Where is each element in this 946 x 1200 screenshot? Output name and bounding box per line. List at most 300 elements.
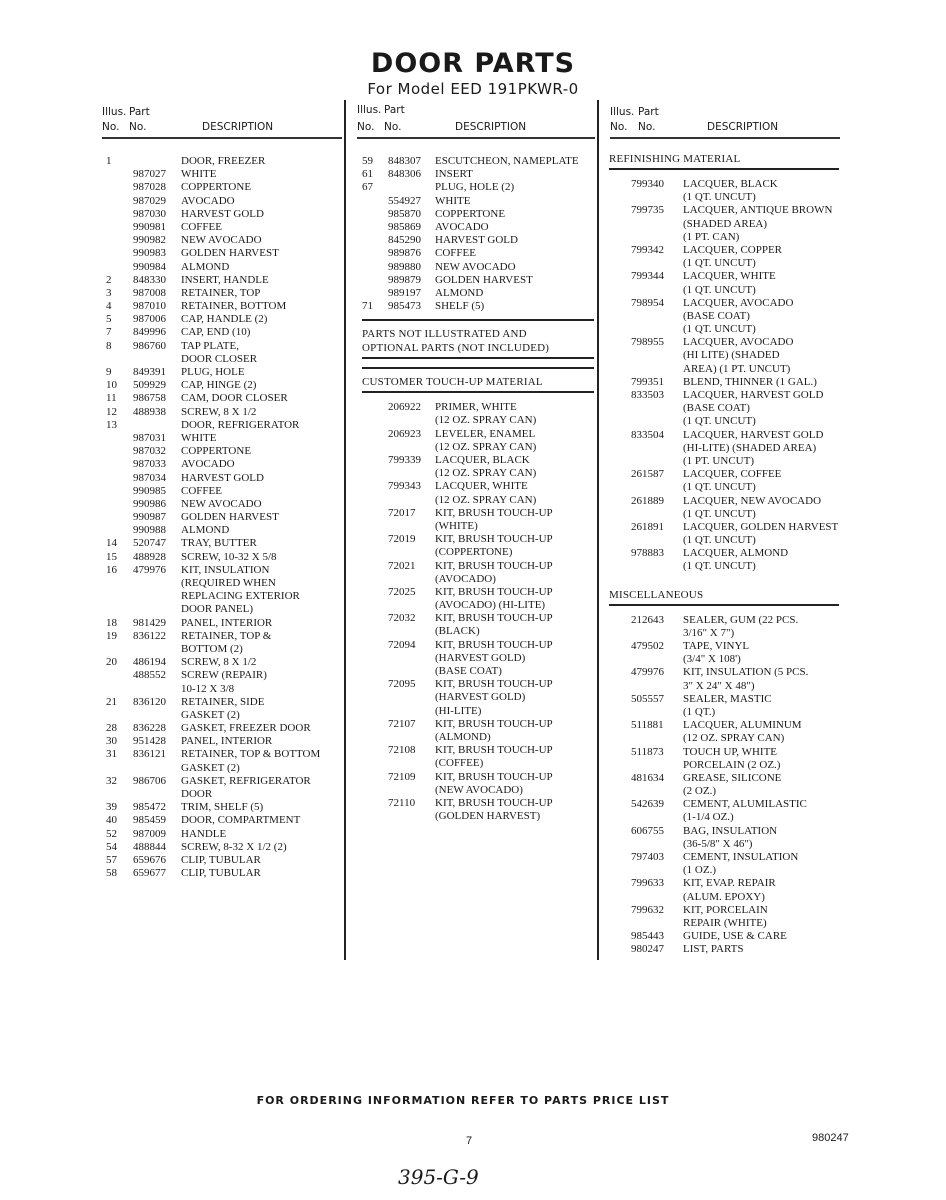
parts-row xyxy=(609,468,839,481)
parts-row xyxy=(362,705,594,718)
parts-row xyxy=(106,406,342,419)
part-number: 845290 xyxy=(388,234,421,247)
parts-row xyxy=(362,414,594,427)
part-number: 72107 xyxy=(388,717,416,730)
parts-row xyxy=(362,441,594,454)
section-rule xyxy=(362,367,594,369)
part-number: 985870 xyxy=(388,207,421,220)
part-description: AVOCADO xyxy=(435,220,489,233)
part-description: TOUCH UP, WHITE xyxy=(683,745,778,758)
part-number: 72032 xyxy=(388,612,416,625)
part-description: (3/4" X 108') xyxy=(683,653,741,666)
parts-row xyxy=(609,930,839,943)
parts-row xyxy=(106,551,342,564)
illus-number: 20 xyxy=(106,656,117,669)
part-description: (12 OZ. SPRAY CAN) xyxy=(435,493,537,506)
part-description: GOLDEN HARVEST xyxy=(181,511,279,524)
part-number: 799351 xyxy=(631,375,664,388)
part-number: 206923 xyxy=(388,427,421,440)
column-divider xyxy=(597,100,599,960)
part-description: KIT, BRUSH TOUCH-UP xyxy=(435,744,553,757)
parts-row xyxy=(106,445,342,458)
parts-row xyxy=(106,709,342,722)
parts-row xyxy=(362,494,594,507)
part-description: (COPPERTONE) xyxy=(435,546,513,559)
part-number: 72110 xyxy=(388,796,416,809)
parts-row xyxy=(362,261,594,274)
parts-row xyxy=(106,630,342,643)
parts-row xyxy=(609,429,839,442)
parts-row xyxy=(106,485,342,498)
part-description: (ALMOND) xyxy=(435,730,491,743)
parts-row xyxy=(106,300,342,313)
parts-row xyxy=(609,772,839,785)
part-description: LACQUER, WHITE xyxy=(435,480,528,493)
parts-row xyxy=(106,287,342,300)
part-description: LACQUER, NEW AVOCADO xyxy=(683,494,822,507)
parts-row xyxy=(362,467,594,480)
part-number: 799343 xyxy=(388,480,421,493)
part-number: 951428 xyxy=(133,735,166,748)
parts-row xyxy=(106,643,342,656)
part-number: 985473 xyxy=(388,300,421,313)
parts-row xyxy=(362,678,594,691)
part-description: SCREW, 8-32 X 1/2 (2) xyxy=(181,840,287,853)
part-number: 836122 xyxy=(133,629,166,642)
part-description: KIT, BRUSH TOUCH-UP xyxy=(435,678,553,691)
part-description: LEVELER, ENAMEL xyxy=(435,427,536,440)
part-number: 542639 xyxy=(631,798,664,811)
section-rule xyxy=(362,391,594,393)
part-description: LIST, PARTS xyxy=(683,943,744,956)
part-number: 479502 xyxy=(631,640,664,652)
illus-no-label: No. xyxy=(102,121,120,133)
part-description: WHITE xyxy=(181,168,217,181)
part-description: (BLACK) xyxy=(435,625,480,638)
parts-row xyxy=(362,599,594,612)
part-description: GREASE, SILICONE xyxy=(683,771,782,784)
part-description: CLIP, TUBULAR xyxy=(181,853,261,866)
part-description: GOLDEN HARVEST xyxy=(181,247,279,260)
part-description: (1 QT.) xyxy=(683,705,716,718)
part-description: LACQUER, COFFEE xyxy=(683,468,782,481)
parts-row xyxy=(362,731,594,744)
parts-row xyxy=(609,825,839,838)
part-description: SCREW (REPAIR) xyxy=(181,669,267,682)
part-number: 488928 xyxy=(133,550,166,563)
part-description: SCREW, 8 X 1/2 xyxy=(181,405,257,418)
parts-row xyxy=(609,838,839,851)
parts-row xyxy=(609,389,839,402)
parts-row xyxy=(609,746,839,759)
parts-row xyxy=(362,181,594,194)
part-number: 212643 xyxy=(631,613,664,626)
parts-row xyxy=(609,547,839,560)
part-number: 554927 xyxy=(388,194,421,207)
part-number: 990981 xyxy=(133,220,166,233)
part-number: 206922 xyxy=(388,401,421,414)
parts-row xyxy=(362,784,594,797)
parts-row xyxy=(106,432,342,445)
part-description: GASKET, REFRIGERATOR xyxy=(181,774,311,787)
part-description: CLIP, TUBULAR xyxy=(181,867,261,880)
parts-row xyxy=(106,683,342,696)
part-description: COPPERTONE xyxy=(181,181,252,194)
part-description: 10-12 X 3/8 xyxy=(181,682,235,695)
parts-row xyxy=(609,481,839,494)
part-description: (GOLDEN HARVEST) xyxy=(435,810,541,823)
parts-row xyxy=(106,669,342,682)
part-description: LACQUER, AVOCADO xyxy=(683,296,794,309)
parts-row xyxy=(362,454,594,467)
illus-number: 8 xyxy=(106,339,112,352)
part-number: 72017 xyxy=(388,506,416,519)
parts-row xyxy=(609,442,839,455)
part-description: (BASE COAT) xyxy=(683,309,750,322)
model-subtitle: For Model EED 191PKWR-0 xyxy=(367,80,579,98)
part-number: 978883 xyxy=(631,547,664,560)
part-number: 987027 xyxy=(133,168,166,181)
part-description: KIT, BRUSH TOUCH-UP xyxy=(435,533,553,546)
parts-row xyxy=(106,814,342,827)
part-number: 72095 xyxy=(388,678,416,691)
illus-number: 52 xyxy=(106,827,117,840)
parts-row xyxy=(106,617,342,630)
parts-row xyxy=(609,415,839,428)
part-description: PORCELAIN (2 OZ.) xyxy=(683,758,781,771)
part-description: (1 PT. CAN) xyxy=(683,230,740,243)
parts-row xyxy=(106,419,342,432)
part-description: LACQUER, GOLDEN HARVEST xyxy=(683,520,839,533)
part-description: COFFEE xyxy=(181,220,222,233)
parts-row xyxy=(609,640,839,653)
part-number: 987031 xyxy=(133,431,166,444)
part-description: DOOR CLOSER xyxy=(181,352,258,365)
part-label: Part xyxy=(384,104,405,116)
part-number: 833504 xyxy=(631,428,664,441)
part-number: 836228 xyxy=(133,722,166,735)
part-number: 990982 xyxy=(133,234,166,247)
parts-row xyxy=(106,379,342,392)
part-description: LACQUER, ANTIQUE BROWN xyxy=(683,204,833,217)
part-number: 989197 xyxy=(388,286,421,299)
part-number: 987009 xyxy=(133,827,166,840)
part-description: (1 OZ.) xyxy=(683,864,716,877)
parts-row xyxy=(609,693,839,706)
parts-row xyxy=(362,560,594,573)
parts-row xyxy=(609,402,839,415)
parts-row xyxy=(609,759,839,772)
part-description: (1 QT. UNCUT) xyxy=(683,191,756,204)
part-number: 505557 xyxy=(631,692,664,705)
part-description: INSERT, HANDLE xyxy=(181,273,269,286)
part-description: PRIMER, WHITE xyxy=(435,401,517,414)
illus-number: 57 xyxy=(106,853,117,866)
parts-row xyxy=(609,508,839,521)
parts-row xyxy=(362,287,594,300)
illus-number: 12 xyxy=(106,405,117,418)
part-number: 985443 xyxy=(631,930,664,943)
part-description: LACQUER, ALUMINUM xyxy=(683,719,802,732)
illus-number: 21 xyxy=(106,695,117,708)
parts-row xyxy=(609,917,839,930)
parts-row xyxy=(362,797,594,810)
part-number: 849391 xyxy=(133,366,166,378)
header-rule xyxy=(102,137,342,139)
part-description: COFFEE xyxy=(181,484,222,497)
part-number: 989880 xyxy=(388,260,421,273)
parts-row xyxy=(106,340,342,353)
parts-row xyxy=(106,564,342,577)
part-number: 987029 xyxy=(133,194,166,207)
part-number: 72108 xyxy=(388,744,416,757)
parts-row xyxy=(106,274,342,287)
parts-row xyxy=(609,191,839,204)
illus-no-label: No. xyxy=(610,121,628,133)
part-description: (12 OZ. SPRAY CAN) xyxy=(435,440,537,453)
illus-no-label: No. xyxy=(357,121,375,133)
parts-row xyxy=(362,155,594,168)
part-description: (NEW AVOCADO) xyxy=(435,783,523,796)
part-number: 836120 xyxy=(133,695,166,708)
parts-row xyxy=(362,625,594,638)
part-no-label: No. xyxy=(129,121,147,133)
part-number: 987008 xyxy=(133,286,166,299)
part-description: REPLACING EXTERIOR xyxy=(181,590,300,603)
parts-row xyxy=(106,234,342,247)
part-description: (HARVEST GOLD) xyxy=(435,651,526,664)
part-description: KIT, INSULATION xyxy=(181,563,270,576)
part-number: 479976 xyxy=(133,563,166,576)
part-description: LACQUER, BLACK xyxy=(683,178,778,190)
part-description: TRIM, SHELF (5) xyxy=(181,801,264,814)
part-description: COPPERTONE xyxy=(435,207,506,220)
part-description: SCREW, 10-32 X 5/8 xyxy=(181,550,277,563)
parts-row xyxy=(609,877,839,890)
section-rule xyxy=(609,604,839,606)
parts-row xyxy=(609,666,839,679)
parts-row xyxy=(106,828,342,841)
part-description: (36-5/8" X 46") xyxy=(683,837,753,850)
document-code: 980247 xyxy=(812,1132,849,1144)
part-description: DOOR PANEL) xyxy=(181,603,254,616)
part-number: 798955 xyxy=(631,336,664,349)
part-description: TAP PLATE, xyxy=(181,339,239,352)
illus-number: 30 xyxy=(106,735,117,748)
part-description: (1 QT. UNCUT) xyxy=(683,323,756,336)
part-description: GASKET, FREEZER DOOR xyxy=(181,722,311,735)
parts-row xyxy=(362,771,594,784)
parts-row xyxy=(609,864,839,877)
part-description: (REQUIRED WHEN xyxy=(181,577,276,589)
parts-row xyxy=(362,168,594,181)
part-description: BLEND, THINNER (1 GAL.) xyxy=(683,375,817,388)
part-description: KIT, EVAP. REPAIR xyxy=(683,877,776,890)
illus-number: 19 xyxy=(106,629,117,642)
illus-number: 13 xyxy=(106,418,117,431)
parts-row xyxy=(106,801,342,814)
parts-row xyxy=(609,336,839,349)
parts-row xyxy=(106,261,342,274)
part-description: KIT, INSULATION (5 PCS. xyxy=(683,666,809,679)
part-description: BAG, INSULATION xyxy=(683,824,778,837)
parts-row xyxy=(362,221,594,234)
parts-row xyxy=(106,208,342,221)
header-rule xyxy=(610,137,840,139)
section-rule xyxy=(362,319,594,321)
parts-row xyxy=(106,524,342,537)
part-number: 986706 xyxy=(133,774,166,787)
parts-row xyxy=(362,520,594,533)
part-number: 987028 xyxy=(133,181,166,194)
part-description: SHELF (5) xyxy=(435,300,485,313)
part-description: HANDLE xyxy=(181,827,227,840)
part-description: GASKET (2) xyxy=(181,761,240,774)
parts-row xyxy=(106,854,342,867)
parts-row xyxy=(362,546,594,559)
part-number: 799342 xyxy=(631,243,664,256)
section-heading: REFINISHING MATERIAL xyxy=(609,153,741,165)
parts-row xyxy=(609,297,839,310)
part-description: RETAINER, BOTTOM xyxy=(181,300,287,313)
parts-row xyxy=(106,696,342,709)
illus-number: 1 xyxy=(106,155,112,167)
part-description: NEW AVOCADO xyxy=(435,260,516,273)
part-number: 985459 xyxy=(133,814,166,827)
part-description: KIT, BRUSH TOUCH-UP xyxy=(435,796,553,809)
part-number: 990988 xyxy=(133,524,166,537)
parts-row xyxy=(362,612,594,625)
parts-row xyxy=(106,472,342,485)
part-number: 833503 xyxy=(631,389,664,401)
part-description: NEW AVOCADO xyxy=(181,234,262,247)
parts-row xyxy=(609,244,839,257)
part-description: HARVEST GOLD xyxy=(181,207,264,220)
parts-row xyxy=(362,274,594,287)
parts-row xyxy=(106,221,342,234)
parts-row xyxy=(362,507,594,520)
illus-number: 54 xyxy=(106,840,117,853)
parts-row xyxy=(106,181,342,194)
part-description: KIT, BRUSH TOUCH-UP xyxy=(435,559,553,572)
part-description: KIT, BRUSH TOUCH-UP xyxy=(435,506,553,519)
part-description: (BASE COAT) xyxy=(683,402,750,415)
section-rule xyxy=(362,357,594,359)
parts-row xyxy=(609,851,839,864)
header-rule xyxy=(357,137,595,139)
part-no-label: No. xyxy=(384,121,402,133)
parts-row xyxy=(106,762,342,775)
part-description: COFFEE xyxy=(435,247,476,260)
illus-number: 5 xyxy=(106,313,112,326)
parts-row xyxy=(609,719,839,732)
part-description: (AVOCADO) xyxy=(435,572,496,585)
illus-number: 31 xyxy=(106,748,117,761)
part-number: 72109 xyxy=(388,770,416,783)
part-description: AVOCADO xyxy=(181,194,235,207)
parts-row xyxy=(609,349,839,362)
part-description: AVOCADO xyxy=(181,458,235,471)
handwritten-note: 395-G-9 xyxy=(398,1165,479,1189)
part-description: LACQUER, ALMOND xyxy=(683,547,789,560)
section-heading: MISCELLANEOUS xyxy=(609,588,704,601)
part-description: KIT, PORCELAIN xyxy=(683,903,768,916)
parts-row xyxy=(106,511,342,524)
part-number: 981429 xyxy=(133,616,166,629)
parts-row xyxy=(609,798,839,811)
parts-row xyxy=(609,270,839,283)
part-description: KIT, BRUSH TOUCH-UP xyxy=(435,585,553,598)
parts-row xyxy=(609,284,839,297)
parts-row xyxy=(609,178,839,191)
parts-row xyxy=(609,218,839,231)
illus-number: 2 xyxy=(106,273,112,286)
parts-row xyxy=(609,310,839,323)
part-description: (1 PT. UNCUT) xyxy=(683,454,754,467)
part-description: ESCUTCHEON, NAMEPLATE xyxy=(435,155,579,167)
part-number: 797403 xyxy=(631,851,664,863)
part-number: 980247 xyxy=(631,943,664,956)
part-description: WHITE xyxy=(435,194,471,207)
parts-row xyxy=(362,247,594,260)
part-number: 261891 xyxy=(631,520,664,533)
part-description: RETAINER, TOP xyxy=(181,286,261,299)
parts-row xyxy=(362,757,594,770)
parts-row xyxy=(609,363,839,376)
part-description: REPAIR (WHITE) xyxy=(683,916,767,929)
part-description: DOOR, REFRIGERATOR xyxy=(181,418,300,431)
parts-row xyxy=(609,521,839,534)
parts-row xyxy=(362,300,594,313)
part-description: SEALER, GUM (22 PCS. xyxy=(683,613,799,626)
parts-row xyxy=(106,590,342,603)
part-description: DOOR, FREEZER xyxy=(181,155,266,167)
parts-row xyxy=(106,326,342,339)
part-description: HARVEST GOLD xyxy=(435,234,518,247)
part-description: (1 QT. UNCUT) xyxy=(683,534,756,547)
part-number: 989876 xyxy=(388,247,421,260)
part-description: PANEL, INTERIOR xyxy=(181,735,273,748)
parts-row xyxy=(362,401,594,414)
part-description: KIT, BRUSH TOUCH-UP xyxy=(435,638,553,651)
part-number: 659676 xyxy=(133,853,166,866)
part-description: ALMOND xyxy=(181,524,230,537)
part-number: 72021 xyxy=(388,559,416,572)
parts-column-2 xyxy=(362,155,594,823)
part-number: 836121 xyxy=(133,748,166,761)
parts-row xyxy=(362,718,594,731)
illus-number: 16 xyxy=(106,563,117,576)
part-number: 985869 xyxy=(388,220,421,233)
parts-row xyxy=(362,533,594,546)
part-description: DOOR xyxy=(181,788,213,800)
part-number: 479976 xyxy=(631,666,664,679)
parts-row xyxy=(106,722,342,735)
part-number: 799339 xyxy=(388,454,421,466)
parts-column-3 xyxy=(609,152,839,957)
part-description: LACQUER, BLACK xyxy=(435,454,530,466)
parts-row xyxy=(609,323,839,336)
parts-row xyxy=(362,195,594,208)
part-description: (WHITE) xyxy=(435,519,478,532)
part-description: LACQUER, HARVEST GOLD xyxy=(683,389,824,401)
part-description: (BASE COAT) xyxy=(435,665,502,677)
part-description: 3" X 24" X 48") xyxy=(683,679,755,692)
part-description: 3/16" X 7") xyxy=(683,626,735,639)
part-number: 848330 xyxy=(133,273,166,286)
part-number: 849996 xyxy=(133,326,166,339)
part-description: CAP, END (10) xyxy=(181,326,251,339)
